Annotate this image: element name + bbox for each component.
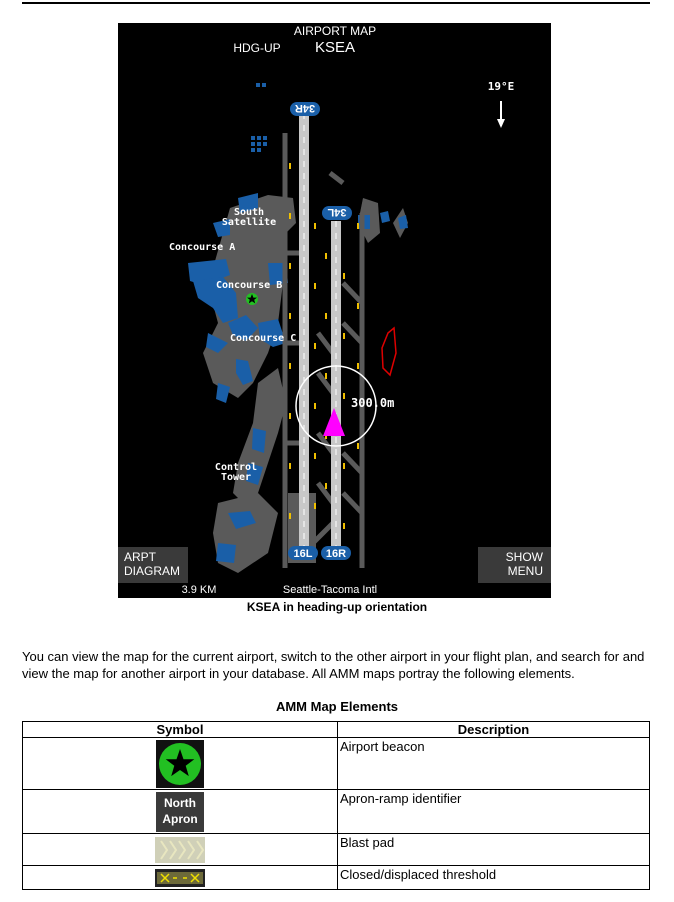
label-control-tower-1: Control — [214, 462, 258, 473]
show-menu-label-1: SHOW — [505, 550, 543, 564]
airport-name: Seattle-Tacoma Intl — [282, 584, 378, 596]
closed-displaced-threshold-icon — [155, 869, 205, 887]
header-description: Description — [338, 722, 650, 738]
label-control-tower-2: Tower — [220, 472, 252, 483]
runway-id-34l — [322, 206, 352, 220]
symbol-cell — [23, 866, 338, 890]
orientation-label: HDG-UP — [233, 41, 281, 55]
table-title: AMM Map Elements — [275, 699, 399, 714]
arpt-diagram-label-2: DIAGRAM — [124, 564, 181, 578]
label-concourse-a: Concourse A — [169, 242, 236, 253]
symbol-cell — [23, 738, 338, 790]
airport-beacon-icon — [156, 740, 204, 788]
north-arrow-icon — [497, 101, 505, 128]
amm-map-elements-table — [22, 721, 650, 890]
apron-ramp-identifier-icon: North Apron — [156, 792, 204, 832]
svg-text:16L: 16L — [293, 548, 313, 560]
figure-caption: KSEA in heading-up orientation — [246, 600, 428, 614]
symbol-cell — [23, 790, 338, 834]
runway-id-34r — [290, 102, 320, 116]
arpt-diagram-button[interactable] — [118, 547, 188, 583]
label-south-satellite-1: South — [233, 207, 265, 218]
runway-id-16l — [288, 546, 318, 560]
description-cell: Blast pad — [338, 834, 650, 866]
map-header: AIRPORT MAP — [293, 24, 377, 38]
blast-pad-icon — [155, 837, 205, 863]
runway-id-16r — [321, 546, 351, 560]
header-symbol: Symbol — [23, 722, 338, 738]
restricted-area-outline — [382, 328, 396, 375]
airport-beacon-marker — [246, 293, 258, 305]
show-menu-button[interactable] — [478, 547, 551, 583]
description-cell: Apron-ramp identifier — [338, 790, 650, 834]
table-row — [23, 738, 650, 790]
range-ring-label: 300.0m — [351, 396, 395, 410]
ownship-symbol — [323, 408, 345, 436]
table-row — [23, 790, 650, 834]
svg-text:34R: 34R — [294, 102, 316, 114]
svg-text:34L: 34L — [327, 206, 347, 218]
magnetic-variation: 19°E — [487, 80, 515, 93]
map-scale: 3.9 KM — [181, 584, 217, 596]
label-south-satellite-2: Satellite — [221, 217, 277, 228]
description-cell: Closed/displaced threshold — [338, 866, 650, 890]
table-row — [23, 834, 650, 866]
description-cell: Airport beacon — [338, 738, 650, 790]
body-paragraph: You can view the map for the current airport, switch to the other airport in your flight plan, and search for and view the map for another airport in your database. All AMM maps portray the following elements. — [22, 649, 645, 681]
show-menu-label-2: MENU — [507, 564, 543, 578]
table-row — [23, 866, 650, 890]
label-concourse-c: Concourse C — [230, 333, 297, 344]
svg-text:16R: 16R — [325, 548, 347, 560]
label-concourse-b: Concourse B — [216, 280, 283, 291]
table-header-row — [23, 722, 650, 738]
top-rule — [22, 2, 650, 4]
airport-map-display[interactable] — [118, 23, 551, 598]
airport-identifier: KSEA — [314, 39, 356, 56]
symbol-cell — [23, 834, 338, 866]
arpt-diagram-label-1: ARPT — [124, 550, 157, 564]
